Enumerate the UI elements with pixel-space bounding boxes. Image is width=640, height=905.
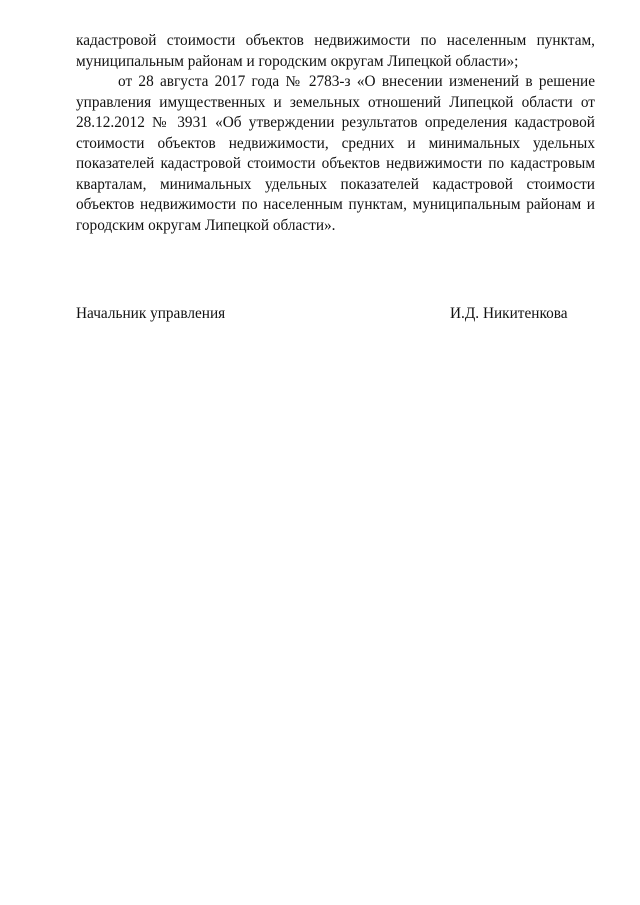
document-text-line: 28.12.2012 № 3931 «Об утверждении результатов определения кадастровой <box>76 114 595 131</box>
document-text-line: городским округам Липецкой области». <box>76 216 336 234</box>
signature-name: И.Д. Никитенкова <box>450 305 568 322</box>
document-text-line: муниципальным районам и городским округам Липецкой области»; <box>76 52 519 70</box>
document-text <box>76 31 595 236</box>
document-text-line: кварталам, минимальных удельных показателей кадастровой стоимости <box>76 175 595 193</box>
document-text-line: показателей кадастровой стоимости объектов недвижимости по кадастровым <box>76 155 595 172</box>
document-text-line: от 28 августа 2017 года № 2783-з «О внесении изменений в решение <box>118 73 595 90</box>
document-text-line: объектов недвижимости по населенным пунктам, муниципальным районам и <box>76 196 595 213</box>
signature-title: Начальник управления <box>76 305 226 322</box>
document-text-line: стоимости объектов недвижимости, средних и минимальных удельных <box>76 134 595 152</box>
document-text-line: кадастровой стоимости объектов недвижимости по населенным пунктам, <box>76 32 595 49</box>
document-text-line: управления имущественных и земельных отношений Липецкой области от <box>76 93 595 111</box>
